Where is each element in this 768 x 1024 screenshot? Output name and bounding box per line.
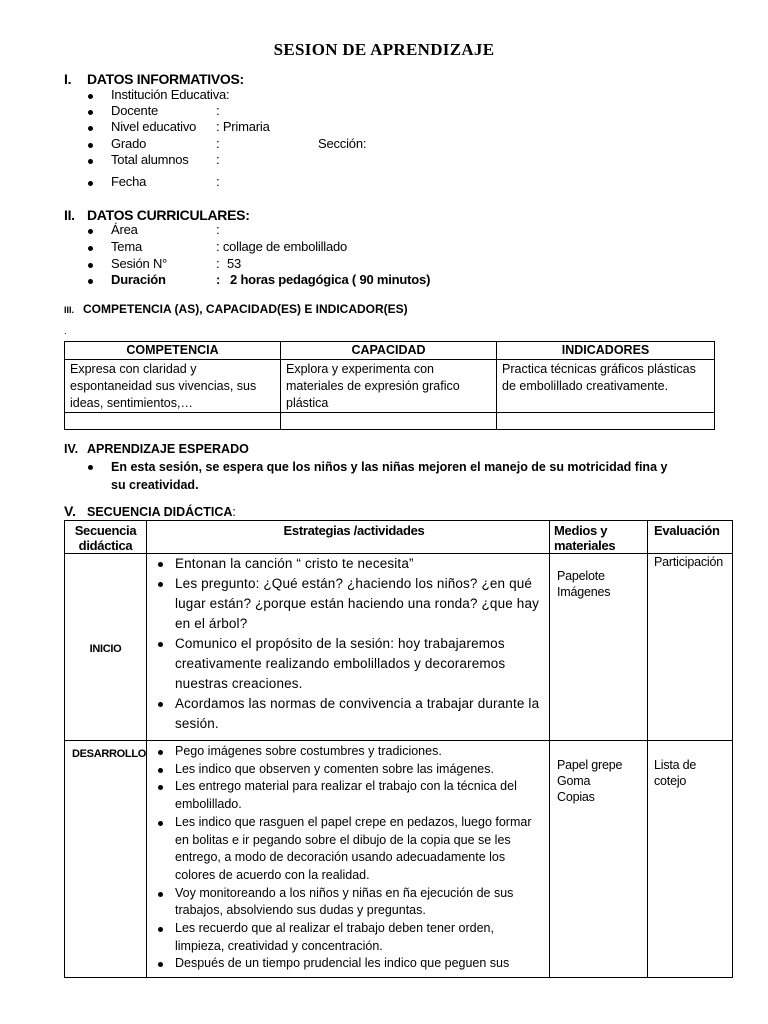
bullet-icon (88, 181, 93, 186)
info-label: Institución Educativa: (111, 87, 230, 102)
medios-cell (550, 554, 648, 741)
stray-dot: . (64, 326, 67, 337)
section-4-number: IV. (64, 442, 79, 456)
bullet-icon (88, 110, 93, 115)
table-row-empty (65, 413, 715, 430)
page-title: SESION DE APRENDIZAJE (273, 40, 495, 59)
info-label: Docente (111, 103, 159, 118)
empty-cell (65, 413, 281, 430)
info-colon: : (216, 222, 220, 237)
section-5-title-text: SECUENCIA DIDÁCTICA (87, 505, 233, 519)
medio-item: Imágenes (557, 585, 611, 599)
list-item: Les pregunto: ¿Qué están? ¿haciendo los niños? ¿en qué lugar están? ¿porque están haciendo una ronda? ¿que hay en el árbol? (147, 574, 543, 634)
bullet-icon (88, 465, 93, 470)
phase-inicio: INICIO (89, 642, 122, 655)
activities-cell (147, 554, 550, 741)
phase-cell (65, 741, 147, 978)
bullet-icon (88, 246, 93, 251)
info-value: : collage de embolillado (216, 239, 348, 254)
section-2-title: DATOS CURRICULARES: (87, 207, 250, 223)
section-1-number: I. (64, 71, 72, 87)
inicio-activity-list (147, 554, 543, 734)
cell-competencia: Expresa con claridad y espontaneidad sus vivencias, sus ideas, sentimientos,… (65, 360, 281, 413)
header-competencia: COMPETENCIA (65, 342, 281, 360)
phase-cell (65, 554, 147, 741)
desarrollo-activity-list (147, 743, 543, 973)
bullet-icon (88, 143, 93, 148)
aprendizaje-bullet (0, 459, 768, 495)
cell-capacidad: Explora y experimenta con materiales de expresión grafico plástica (281, 360, 497, 413)
table-row-inicio (65, 554, 733, 741)
info-colon: : (216, 152, 220, 167)
competencias-table (64, 341, 715, 430)
header-medios: Medios y materiales (550, 521, 648, 554)
list-item: Voy monitoreando a los niños y niñas en ña ejecución de sus trabajos, absolviendo sus dudas y preguntas. (147, 885, 543, 920)
info-value: 53 (227, 256, 242, 271)
bullet-icon (88, 159, 93, 164)
empty-cell (497, 413, 715, 430)
info-label: Área (111, 222, 138, 237)
section-3-heading (0, 302, 768, 320)
header-estrategias: Estrategias /actividades (147, 521, 550, 554)
section-3-title: COMPETENCIA (AS), CAPACIDAD(ES) E INDICADOR(ES) (83, 302, 408, 316)
medio-item: Copias (557, 790, 595, 804)
evaluacion-value: Lista de cotejo (654, 758, 697, 788)
evaluacion-cell (648, 554, 733, 741)
info-label: Fecha (111, 174, 147, 189)
section-1-title: DATOS INFORMATIVOS: (87, 71, 244, 87)
info-value: : Primaria (216, 119, 270, 134)
info-value: 2 horas pedagógica ( 90 minutos) (230, 272, 431, 287)
phase-desarrollo: DESARROLLO (72, 748, 147, 760)
bullet-icon (88, 126, 93, 131)
list-item: Comunico el propósito de la sesión: hoy trabajaremos creativamente realizando embolillados y decoraremos nuestras creaciones. (147, 634, 543, 694)
cell-indicadores: Practica técnicas gráficos plásticas de embolillado creativamente. (497, 360, 715, 413)
medios-cell (550, 741, 648, 978)
section-5-heading (0, 503, 768, 521)
bullet-icon (88, 263, 93, 268)
section-5-number: V. (64, 503, 76, 519)
list-item: Les indico que observen y comenten sobre las imágenes. (147, 761, 543, 779)
list-item: Acordamos las normas de convivencia a trabajar durante la sesión. (147, 694, 543, 734)
header-capacidad: CAPACIDAD (281, 342, 497, 360)
seccion-label: Sección: (318, 136, 367, 151)
list-item: Les indico que rasguen el papel crepe en pedazos, luego formar en bolitas e ir pegando sobre el dibujo de la copia que se les entrego, a modo de decoración usando adecuadamente los colores de acuerdo con la realidad. (147, 814, 543, 885)
section-5-title (87, 505, 236, 519)
section-5-colon: : (232, 505, 236, 519)
secuencia-table (64, 520, 733, 978)
info-colon: : (216, 272, 221, 287)
medio-item: Goma (557, 774, 591, 788)
info-colon: : (216, 256, 220, 271)
table-row-desarrollo (65, 741, 733, 978)
activities-cell (147, 741, 550, 978)
medio-item: Papel grepe (557, 758, 623, 772)
evaluacion-cell (648, 741, 733, 978)
bullet-icon (88, 279, 93, 284)
medio-item: Papelote (557, 569, 605, 583)
list-item: Les recuerdo que al realizar el trabajo deben tener orden, limpieza, creatividad y concentración. (147, 920, 543, 955)
table-header-row (65, 342, 715, 360)
info-colon: : (216, 136, 220, 151)
header-secuencia: Secuencia didáctica (65, 521, 147, 554)
bullet-icon (88, 229, 93, 234)
info-colon: : (216, 103, 220, 118)
list-item: Pego imágenes sobre costumbres y tradiciones. (147, 743, 543, 761)
header-indicadores: INDICADORES (497, 342, 715, 360)
table-header-row (65, 521, 733, 554)
header-evaluacion: Evaluación (648, 521, 733, 554)
list-item: Les entrego material para realizar el trabajo con la técnica del embolillado. (147, 778, 543, 813)
evaluacion-value: Participación (654, 555, 723, 569)
info-colon: : (216, 174, 220, 189)
empty-cell (281, 413, 497, 430)
info-label: Sesión N° (111, 256, 168, 271)
section-2-number: II. (64, 207, 75, 223)
list-item: Después de un tiempo prudencial les indico que peguen sus (147, 955, 543, 973)
info-label: Tema (111, 239, 142, 254)
section-4-heading (0, 442, 768, 460)
info-label: Nivel educativo (111, 119, 197, 134)
aprendizaje-text: En esta sesión, se espera que los niños y las niñas mejoren el manejo de su motricidad fina y su creatividad. (111, 460, 668, 492)
info-label: Total alumnos (111, 152, 189, 167)
bullet-icon (88, 94, 93, 99)
table-row (65, 360, 715, 413)
section-3-number: III. (64, 305, 75, 315)
info-label: Duración (111, 272, 166, 287)
info-label: Grado (111, 136, 147, 151)
list-item: Entonan la canción “ cristo te necesita” (147, 554, 543, 574)
section-4-title: APRENDIZAJE ESPERADO (87, 442, 249, 456)
